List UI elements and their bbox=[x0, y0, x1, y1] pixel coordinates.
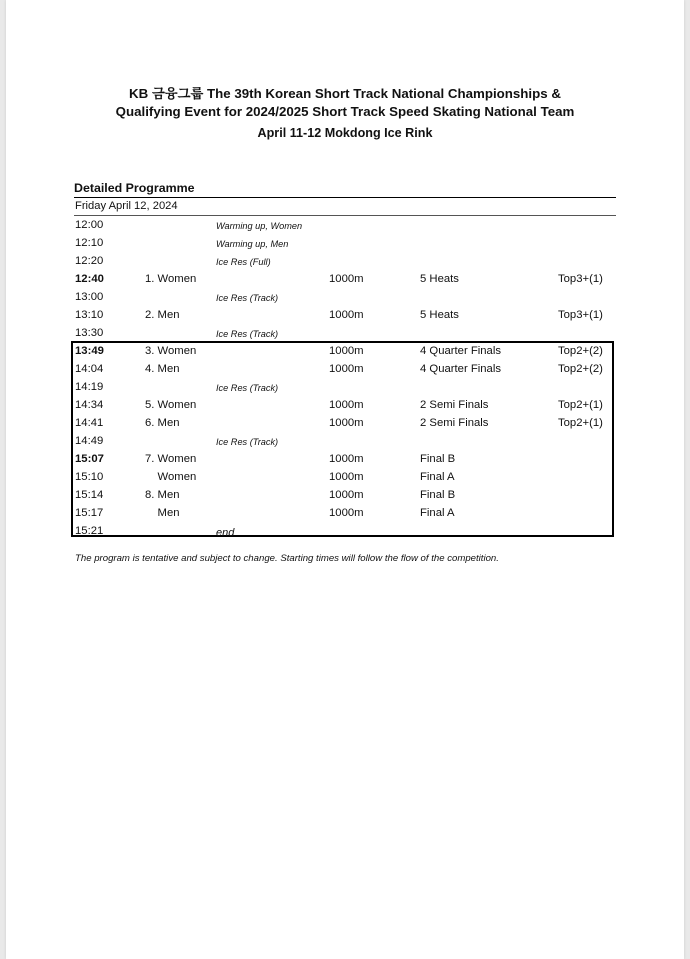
note-cell: Warming up, Men bbox=[216, 239, 289, 249]
note-cell: Ice Res (Track) bbox=[216, 293, 279, 303]
time-cell: 13:49 bbox=[75, 345, 104, 357]
time-cell: 12:40 bbox=[75, 273, 104, 285]
round-cell: Final A bbox=[420, 507, 455, 519]
round-cell: 2 Semi Finals bbox=[420, 399, 489, 411]
event-cell: 6. Men bbox=[145, 417, 180, 429]
schedule-row bbox=[6, 379, 684, 397]
round-cell: 5 Heats bbox=[420, 309, 459, 321]
qualification-cell: Top2+(2) bbox=[558, 345, 603, 357]
time-cell: 14:34 bbox=[75, 399, 104, 411]
schedule-row bbox=[6, 253, 684, 271]
round-cell: Final B bbox=[420, 453, 456, 465]
event-cell: 5. Women bbox=[145, 399, 197, 411]
round-cell: Final B bbox=[420, 489, 456, 501]
round-cell: 4 Quarter Finals bbox=[420, 345, 501, 357]
distance-cell: 1000m bbox=[329, 345, 364, 357]
schedule-row bbox=[6, 469, 684, 487]
distance-cell: 1000m bbox=[329, 399, 364, 411]
round-cell: 5 Heats bbox=[420, 273, 459, 285]
distance-cell: 1000m bbox=[329, 489, 364, 501]
qualification-cell: Top2+(1) bbox=[558, 417, 603, 429]
time-cell: 12:20 bbox=[75, 255, 104, 267]
note-cell: Ice Res (Track) bbox=[216, 437, 279, 447]
schedule-row bbox=[6, 289, 684, 307]
qualification-cell: Top2+(1) bbox=[558, 399, 603, 411]
time-cell: 14:19 bbox=[75, 381, 104, 393]
distance-cell: 1000m bbox=[329, 507, 364, 519]
round-cell: Final A bbox=[420, 471, 455, 483]
section-rule bbox=[74, 197, 616, 198]
qualification-cell: Top3+(1) bbox=[558, 273, 603, 285]
schedule-row bbox=[6, 397, 684, 415]
event-cell: 4. Men bbox=[145, 363, 180, 375]
time-cell: 14:04 bbox=[75, 363, 104, 375]
event-cell: Women bbox=[145, 471, 197, 483]
distance-cell: 1000m bbox=[329, 309, 364, 321]
event-cell: 1. Women bbox=[145, 273, 197, 285]
schedule-row bbox=[6, 433, 684, 451]
schedule-row bbox=[6, 451, 684, 469]
time-cell: 13:30 bbox=[75, 327, 104, 339]
event-cell: Men bbox=[145, 507, 180, 519]
schedule-row bbox=[6, 415, 684, 433]
note-cell: end bbox=[216, 527, 235, 539]
distance-cell: 1000m bbox=[329, 273, 364, 285]
schedule-row bbox=[6, 325, 684, 343]
note-cell: Warming up, Women bbox=[216, 221, 303, 231]
time-cell: 15:14 bbox=[75, 489, 104, 501]
time-cell: 12:00 bbox=[75, 219, 104, 231]
round-cell: 4 Quarter Finals bbox=[420, 363, 501, 375]
section-title: Detailed Programme bbox=[74, 181, 195, 195]
time-cell: 13:10 bbox=[75, 309, 104, 321]
time-cell: 12:10 bbox=[75, 237, 104, 249]
time-cell: 15:17 bbox=[75, 507, 104, 519]
title-line-2: Qualifying Event for 2024/2025 Short Track Speed Skating National Team bbox=[115, 104, 575, 119]
schedule-row bbox=[6, 487, 684, 505]
event-cell: 3. Women bbox=[145, 345, 197, 357]
schedule-row bbox=[6, 343, 684, 361]
note-cell: Ice Res (Track) bbox=[216, 383, 279, 393]
schedule-row bbox=[6, 523, 684, 541]
distance-cell: 1000m bbox=[329, 363, 364, 375]
time-cell: 14:41 bbox=[75, 417, 104, 429]
time-cell: 15:21 bbox=[75, 525, 104, 537]
time-cell: 15:07 bbox=[75, 453, 104, 465]
title-line-3: April 11-12 Mokdong Ice Rink bbox=[257, 126, 433, 140]
round-cell: 2 Semi Finals bbox=[420, 417, 489, 429]
distance-cell: 1000m bbox=[329, 417, 364, 429]
time-cell: 14:49 bbox=[75, 435, 104, 447]
qualification-cell: Top3+(1) bbox=[558, 309, 603, 321]
schedule-row bbox=[6, 307, 684, 325]
day-rule bbox=[74, 215, 616, 216]
schedule-row bbox=[6, 361, 684, 379]
schedule-row bbox=[6, 217, 684, 235]
schedule-row bbox=[6, 505, 684, 523]
day-header: Friday April 12, 2024 bbox=[75, 200, 178, 212]
schedule-row bbox=[6, 235, 684, 253]
title-line-1: KB 금융그룹 The 39th Korean Short Track National Championships & bbox=[129, 86, 561, 101]
time-cell: 15:10 bbox=[75, 471, 104, 483]
qualification-cell: Top2+(2) bbox=[558, 363, 603, 375]
schedule-row bbox=[6, 271, 684, 289]
note-cell: Ice Res (Full) bbox=[216, 257, 271, 267]
distance-cell: 1000m bbox=[329, 453, 364, 465]
time-cell: 13:00 bbox=[75, 291, 104, 303]
document-page bbox=[6, 0, 684, 959]
footnote: The program is tentative and subject to change. Starting times will follow the flow of the competition. bbox=[75, 553, 499, 564]
event-cell: 7. Women bbox=[145, 453, 197, 465]
note-cell: Ice Res (Track) bbox=[216, 329, 279, 339]
event-cell: 2. Men bbox=[145, 309, 180, 321]
event-cell: 8. Men bbox=[145, 489, 180, 501]
distance-cell: 1000m bbox=[329, 471, 364, 483]
